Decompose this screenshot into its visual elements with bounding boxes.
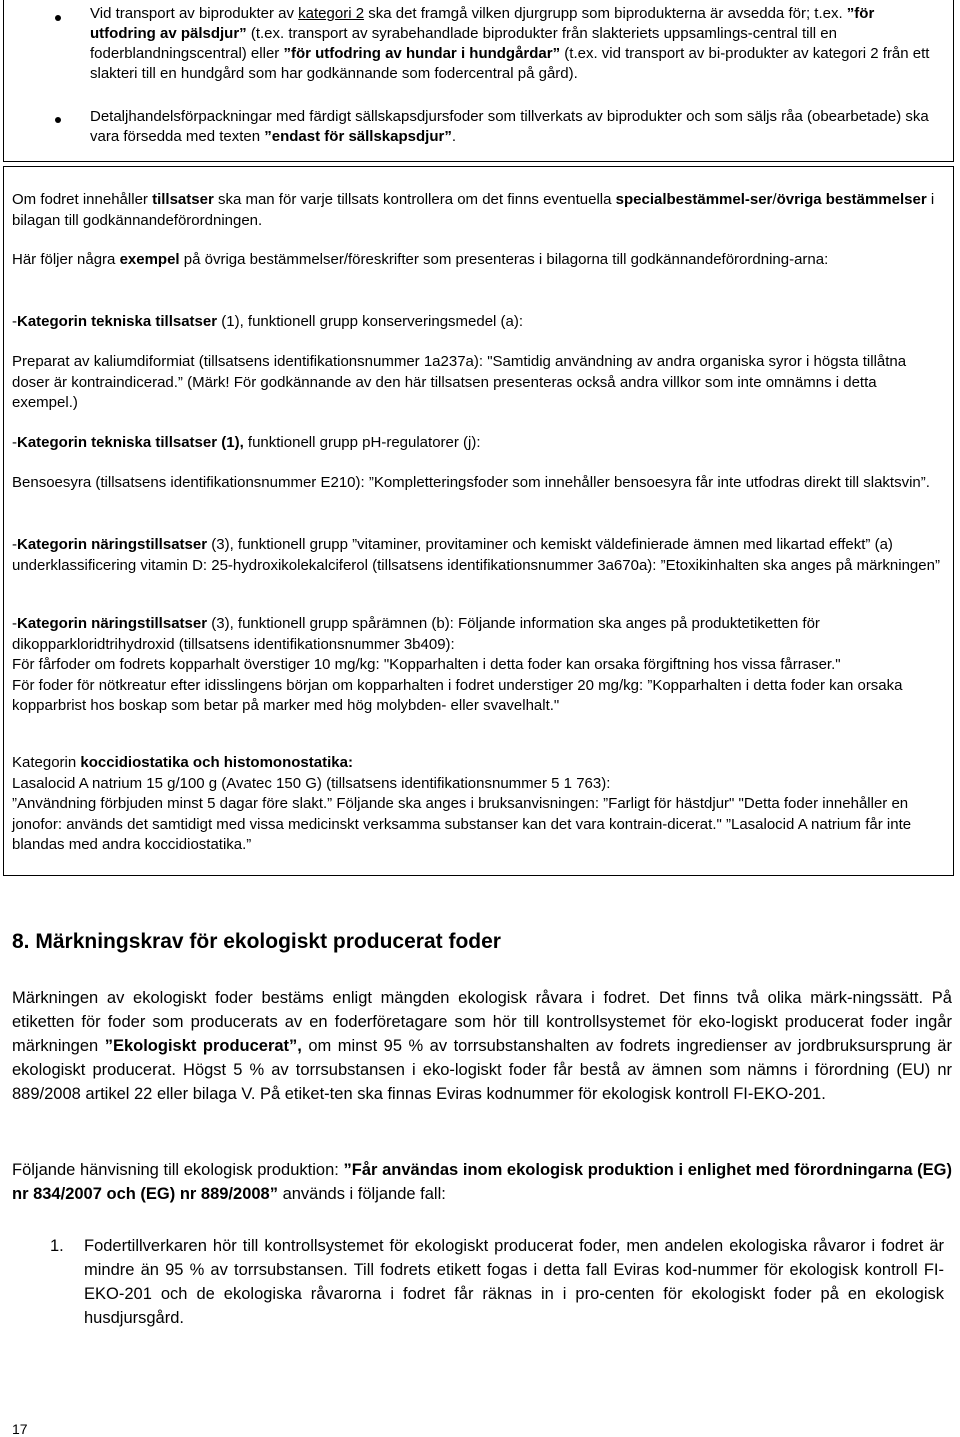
paragraph-exempel: Här följer några exempel på övriga bestämmelser/föreskrifter som presenteras i bilagorna till godkännandeförordning-arna: bbox=[12, 251, 829, 268]
page-number: 17 bbox=[12, 1421, 28, 1437]
section-paragraph-1: Märkningen av ekologiskt foder bestäms enligt mängden ekologisk råvara i fodret. Det finns två olika märk-ningssätt. På etiketten för foder som producerats av en foderföretagare som hör till kontrollsystemet för eko-logiskt producerat foder ingår märkningen ”Ekologiskt producerat”, om minst 95 % av torrsubstanshalten av fodrets ingredienser av jordbruksursprung är ekologiskt producerat. Högst 5 % av torrsubstansen i eko-logiskt foder får bestå av ämnen som nämns i förordning (EU) nr 889/2008 artikel 22 eller bilaga V. På etiket-ten ska finnas Eviras kodnummer för ekologisk kontroll FI-EKO-201. bbox=[12, 989, 952, 1103]
paragraph-kategori-3a: -Kategorin näringstillsatser (3), funktionell grupp ”vitaminer, provitaminer och kemiskt väldefinierade ämnen med likartad effekt” (a) underklassificering vitamin D: 25-hydroxikolekalciferol (tillsatsens identifikationsnummer 3a670a): ”Etoxikinhalten ska anges på märkningen” bbox=[12, 536, 940, 574]
paragraph-koccidiostatika: Kategorin koccidiostatika och histomonostatika: Lasalocid A natrium 15 g/100 g (Avatec 150 G) (tillsatsens identifikationsnummer 5 1 763): ”Användning förbjuden minst 5 dagar före slakt.” Följande ska anges i bruksanvisningen: ”Farligt för hästdjur" "Detta foder innehåller en jonofor: används det samtidigt med vissa medicinskt verksamma substanser kan det vara kontrain-dicerat." ”Lasalocid A natrium får inte blandas med andra koccidiostatika.” bbox=[12, 754, 912, 854]
paragraph-kategori-1j: -Kategorin tekniska tillsatser (1), funktionell grupp pH-regulatorer (j): bbox=[12, 434, 481, 451]
paragraph-kategori-3b: -Kategorin näringstillsatser (3), funktionell grupp spårämnen (b): Följande information ska anges på produktetiketten för dikopparkloridtrihydroxid (tillsatsens identifikationsnummer 3b409): För fårfoder om fodrets kopparhalt överstiger 10 mg/kg: "Kopparhalten i detta foder kan orsaka förgiftning hos vissa fårraser." För foder för nötkreatur efter idisslingens början om kopparhalten i fodret understiger 20 mg/kg: ”Kopparhalten i detta foder kan orsaka kopparbrist hos boskap som betar på marker med hög molybden- eller svavelhalt." bbox=[12, 615, 903, 715]
section-paragraph-2: Följande hänvisning till ekologisk produktion: ”Får användas inom ekologisk produktion i enlighet med förordningarna (EG) nr 834/2007 och (EG) nr 889/2008” används i följande fall: bbox=[12, 1161, 952, 1203]
bullet-icon bbox=[55, 117, 61, 123]
section-heading: 8. Märkningskrav för ekologiskt producerat foder bbox=[12, 930, 501, 953]
paragraph-tillsatser: Om fodret innehåller tillsatser ska man för varje tillsats kontrollera om det finns eventuella specialbestämmel-ser/övriga bestämmelser i bilagan till godkännandeförordningen. bbox=[12, 191, 935, 229]
paragraph-bensoesyra: Bensoesyra (tillsatsens identifikationsnummer E210): ”Kompletteringsfoder som innehåller bensoesyra får inte utfodras direkt till slaktsvin”. bbox=[12, 474, 930, 491]
bullet-text-1: Vid transport av biprodukter av kategori 2 ska det framgå vilken djurgrupp som biprodukterna är avsedda för; t.ex. ”för utfodring av pälsdjur” (t.ex. transport av syrabehandlade biprodukter från slakteriets uppsamlings-central till en foderblandningscentral) eller ”för utfodring av hundar i hundgårdar” (t.ex. vid transport av bi-produkter av kategori 2 från ett slakteri till en hundgård som har godkännande som fodercentral på gård). bbox=[90, 5, 930, 82]
list-item-number: 1. bbox=[50, 1237, 64, 1255]
bullet-icon bbox=[55, 15, 61, 21]
kategori-link[interactable]: kategori 2 bbox=[298, 5, 365, 22]
paragraph-kaliumdiformiat: Preparat av kaliumdiformiat (tillsatsens identifikationsnummer 1a237a): "Samtidig användning av andra organiska syror i högsta tillåtna doser är kontraindicerad.” (Märk! För godkännande av den här tillsatsen presenteras också andra villkor som inte omnämns i detta exempel.) bbox=[12, 353, 907, 412]
paragraph-kategori-1a: -Kategorin tekniska tillsatser (1), funktionell grupp konserveringsmedel (a): bbox=[12, 313, 524, 330]
bullet-text-2: Detaljhandelsförpackningar med färdigt sällskapsdjursfoder som tillverkats av biprodukter och som säljs råa (obearbetade) ska vara försedda med texten ”endast för sällskapsdjur”. bbox=[90, 108, 929, 145]
list-item: Fodertillverkaren hör till kontrollsystemet för ekologiskt producerat foder, men andelen ekologiska råvaror i fodret är mindre än 95 % av torrsubstansen. Till fodrets etikett fogas i detta fall Eviras kod-nummer för ekologisk kontroll FI-EKO-201 och de ekologiska råvarorna i fodret får räknas in i pro-centen för ekologiskt foder på en ekologisk husdjursgård. bbox=[84, 1237, 944, 1327]
